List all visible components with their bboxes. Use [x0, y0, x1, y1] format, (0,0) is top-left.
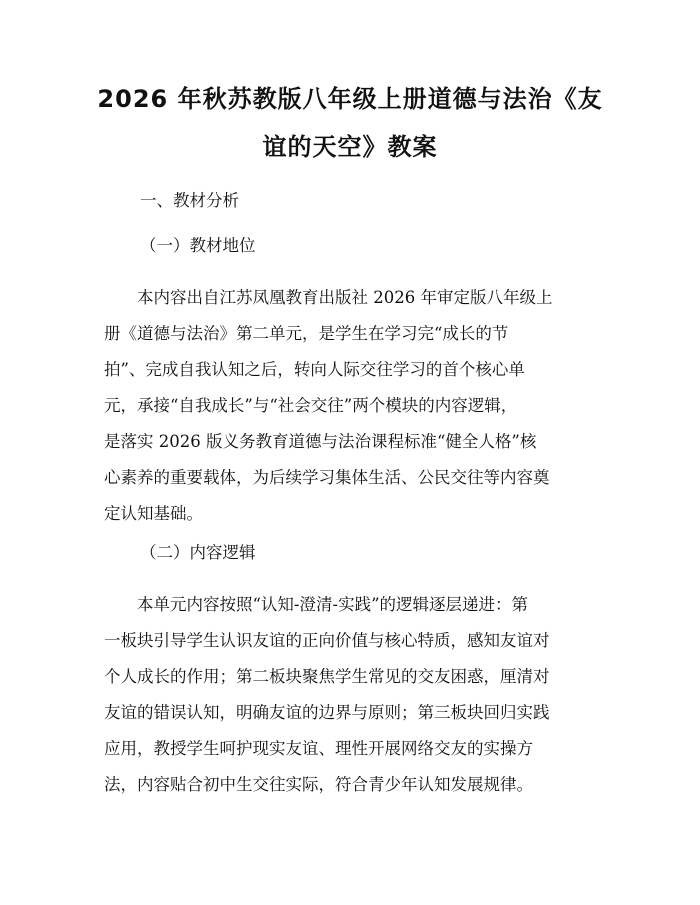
paragraph-line: 是落实 2026 版义务教育道德与法治课程标准“健全人格”核 — [104, 432, 537, 451]
paragraph-line: 个人成长的作用；第二板块聚焦学生常见的交友困惑，厘清对 — [104, 667, 550, 686]
paragraph-line: 一板块引导学生认识友谊的正向价值与核心特质，感知友谊对 — [104, 631, 550, 650]
paragraph-line: 法，内容贴合初中生交往实际，符合青少年认知发展规律。 — [104, 775, 533, 794]
paragraph-line: 心素养的重要载体，为后续学习集体生活、公民交往等内容奠 — [104, 468, 550, 487]
document-title-line-1: 2026 年秋苏教版八年级上册道德与法治《友 — [97, 85, 603, 113]
paragraph-line: 册《道德与法治》第二单元，是学生在学习完“成长的节 — [104, 324, 509, 343]
paragraph-line: 定认知基础。 — [104, 504, 203, 523]
paragraph-line: 本内容出自江苏凤凰教育出版社 2026 年审定版八年级上 — [104, 288, 553, 307]
subsection-heading-content-logic: （二）内容逻辑 — [140, 543, 256, 562]
paragraph-line: 本单元内容按照“认知-澄清-实践”的逻辑逐层递进：第 — [104, 595, 529, 614]
paragraph-line: 元，承接“自我成长”与“社会交往”两个模块的内容逻辑， — [104, 396, 518, 415]
paragraph-line: 拍”、完成自我认知之后，转向人际交往学习的首个核心单 — [104, 360, 525, 379]
subsection-heading-textbook-position: （一）教材地位 — [140, 236, 256, 255]
paragraph-line: 应用，教授学生呵护现实友谊、理性开展网络交友的实操方 — [104, 739, 533, 758]
section-heading-textbook-analysis: 一、教材分析 — [140, 191, 239, 210]
document-title-line-2: 谊的天空》教案 — [262, 133, 438, 161]
paragraph-line: 友谊的错误认知，明确友谊的边界与原则；第三板块回归实践 — [104, 703, 550, 722]
